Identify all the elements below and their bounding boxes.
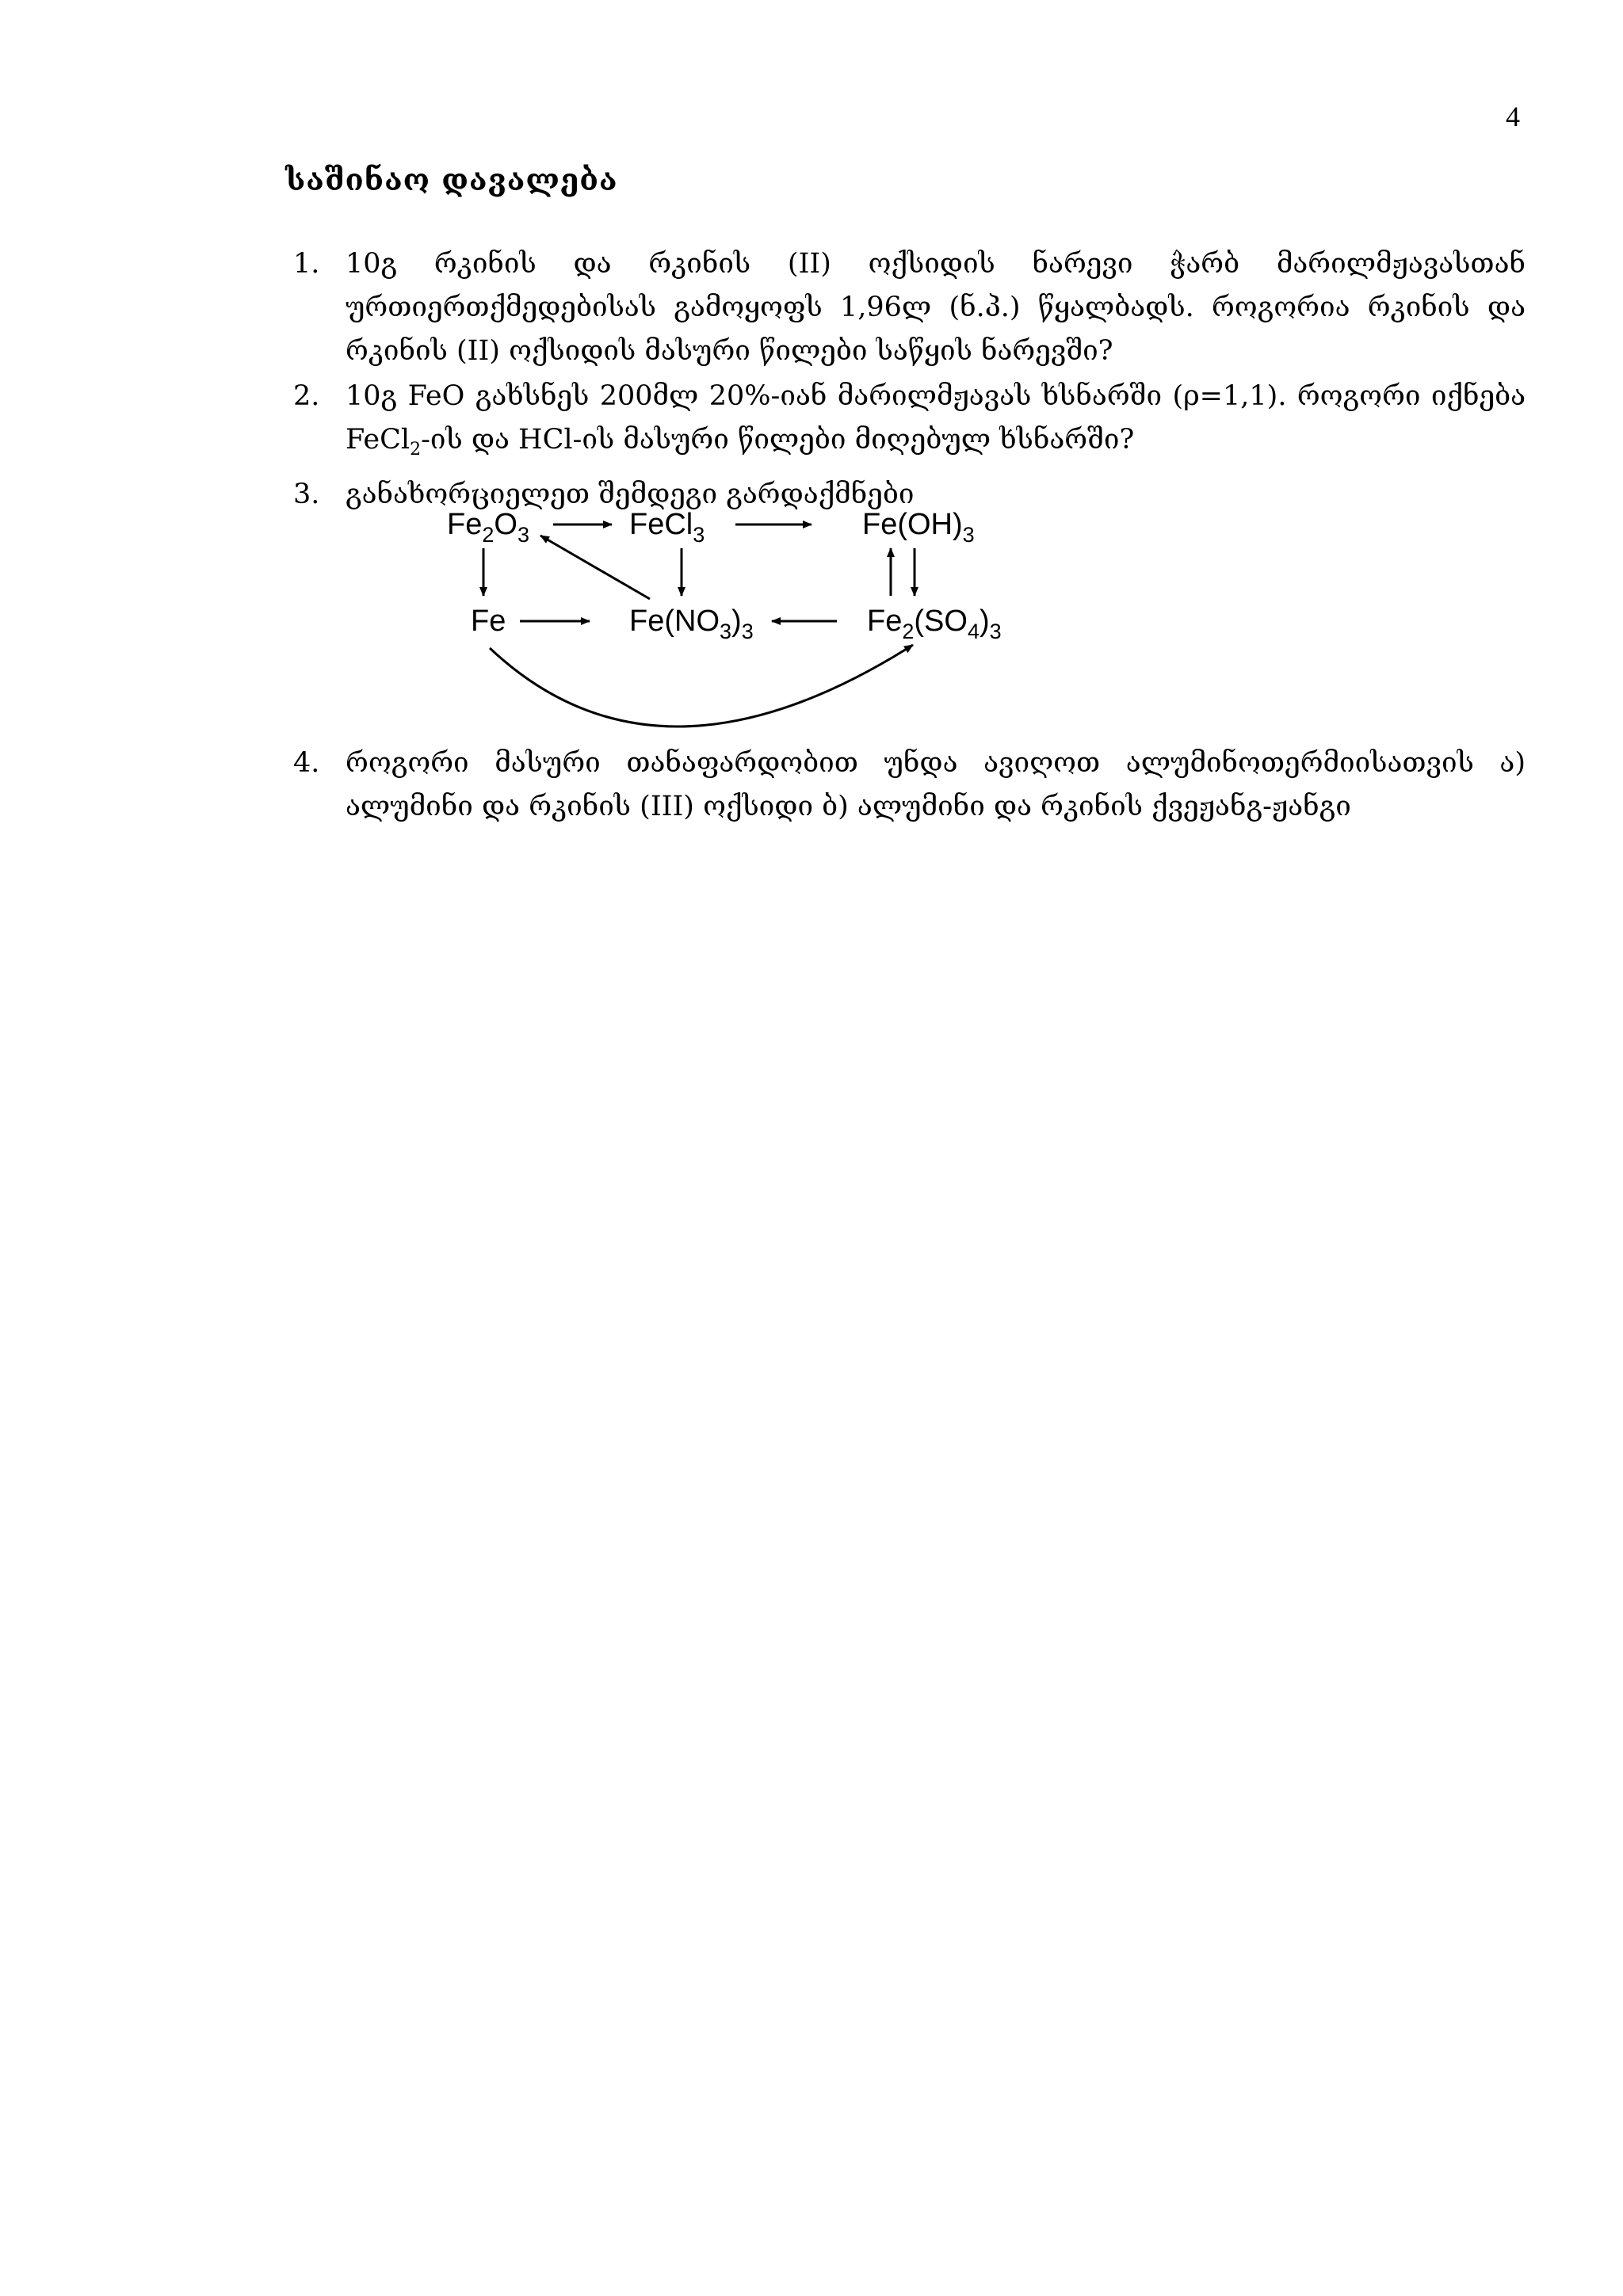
task-1: [293, 242, 1526, 373]
transformation-scheme: [444, 498, 1078, 735]
compound-feno33: $Fe(NO_3)_3$: [629, 605, 754, 643]
compound-fecl3: FeCl$_3$: [629, 508, 705, 547]
arrow-feno33-to-fe2o3: [540, 536, 650, 599]
task-number: 4.: [293, 747, 320, 779]
task-number: 2.: [293, 380, 320, 412]
page-title: საშინაო დავალება: [285, 162, 618, 197]
compound-fe2o3: $Fe_2O_3$: [447, 508, 529, 547]
task-text-line: 10გ რკინის და რკინის (II) ოქსიდის ნარევი ჭარბ მარილმჟავასთან: [346, 248, 1526, 280]
task-text-line: 10გ FeO გახსნეს 200მლ 20%-იან მარილმჟავას ხსნარში (ρ=1,1). როგორი იქნება: [346, 380, 1526, 412]
task-text: განახორციელეთ შემდეგი გარდაქმნები: [346, 479, 915, 510]
task-number: 3.: [293, 479, 320, 510]
task-list: [293, 242, 1526, 517]
compound-fe2so43: $Fe_2(SO_4)_3$: [867, 605, 1002, 643]
compound-fe: Fe: [471, 605, 506, 638]
arrow-fe-to-fe2so43: [490, 645, 913, 727]
page-number: 4: [1506, 101, 1520, 132]
task-2: [293, 375, 1526, 471]
task-list-continued: [293, 742, 1526, 829]
task-text: FeCl$_2$-ის და HCl-ის მასური წილები მიღებულ ხსნარში?: [346, 424, 1135, 460]
task-text: ურთიერთქმედებისას გამოყოფს 1,96ლ (ნ.პ.) წყალბადს. როგორია რკინის და რკინის (II) ოქსიდის მასური წილები საწყის ნარევში?: [346, 292, 1526, 367]
compound-feoh3: $Fe(OH)_3$: [862, 508, 975, 547]
task-number: 1.: [293, 248, 320, 280]
task-text-line: როგორი მასური თანაფარდობით უნდა ავიღოთ ალუმინოთერმიისათვის ა): [346, 747, 1526, 779]
task-text: ალუმინი და რკინის (III) ოქსიდი ბ) ალუმინი და რკინის ქვეჟანგ-ჟანგი: [346, 791, 1351, 822]
task-4: [293, 742, 1526, 829]
